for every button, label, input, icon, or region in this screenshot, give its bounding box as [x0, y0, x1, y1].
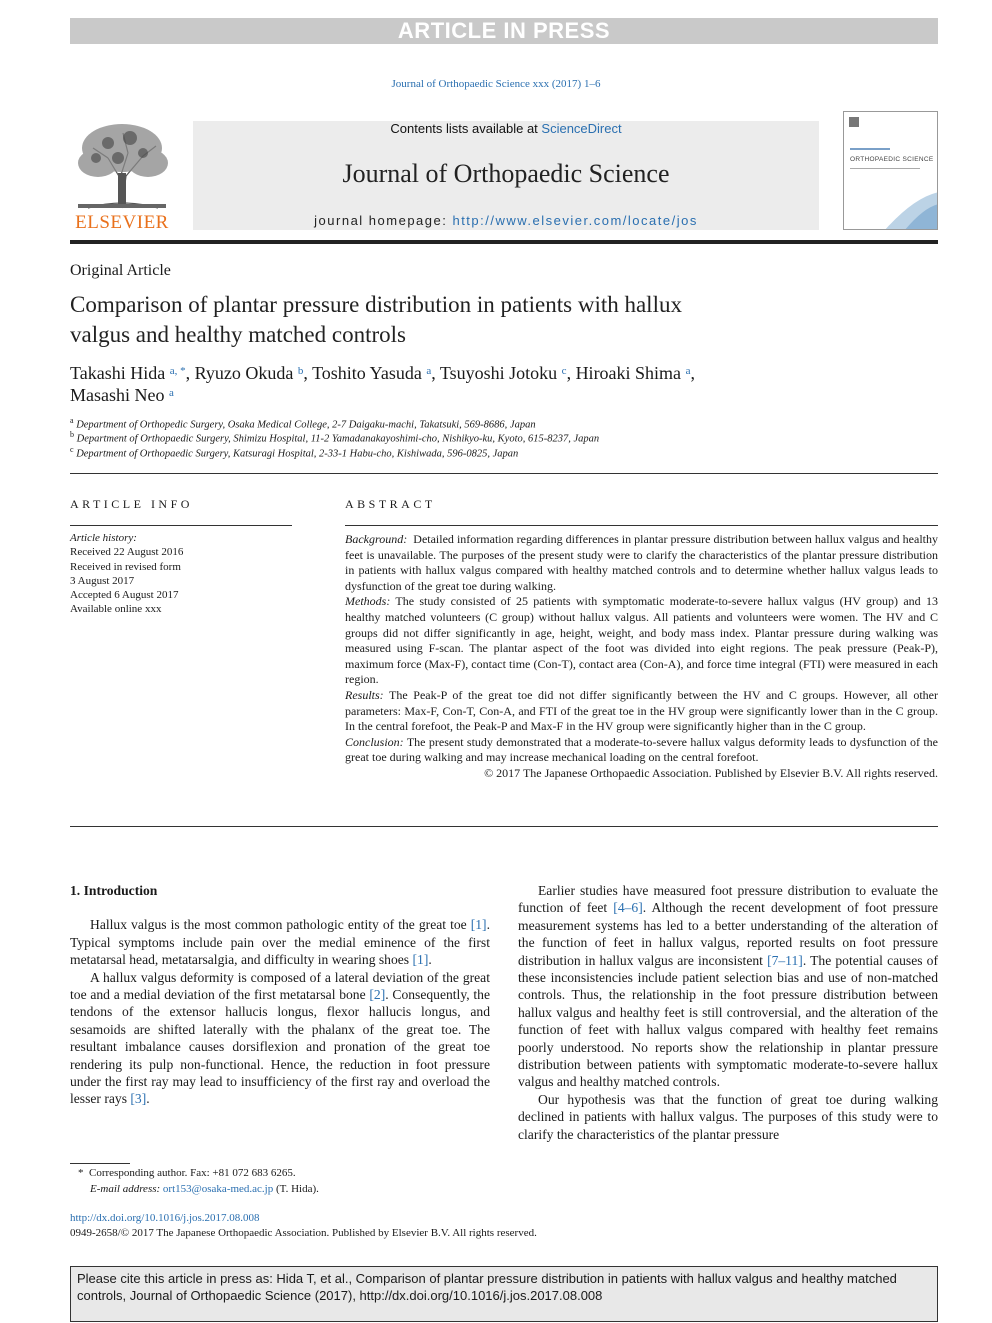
abstract-rule: [345, 525, 938, 526]
article-info-rule: [70, 525, 292, 526]
reference-link[interactable]: [1]: [412, 952, 429, 968]
reference-link[interactable]: [3]: [130, 1091, 147, 1107]
body-column-right: [518, 882, 938, 1143]
author[interactable]: Hiroaki Shima: [575, 363, 682, 383]
history-line: Received 22 August 2016: [70, 546, 184, 559]
title-line-1: Comparison of plantar pressure distribution in patients with hallux: [70, 292, 682, 317]
intro-paragraph: Our hypothesis was that the function of great toe during walking declined in patients with hallux valgus. The purposes of this study were to clarify the characteristics of the plantar pressure: [518, 1091, 938, 1142]
abstract-copyright: © 2017 The Japanese Orthopaedic Association. Published by Elsevier B.V. All rights reserved.: [484, 765, 938, 780]
intro-paragraph: A hallux valgus deformity is composed of a lateral deviation of the great toe and a medial deviation of the first metatarsal bone [2]. Consequently, the tendons of the extensor hallucis longus, flexor hallucis longus, and sesamoids are shifted laterally with the phalanx of the great toe. The resultant imbalance causes dorsiflexion and pronation of the great toe rendering its pulp non-functional. Hence, the reduction in foot pressure under the first ray may lead to insufficiency of the first ray and overload the lesser rays [3].: [70, 969, 490, 1107]
reference-link[interactable]: [2]: [369, 987, 386, 1003]
title-line-2: valgus and healthy matched controls: [70, 322, 406, 347]
author[interactable]: Takashi Hida: [70, 363, 166, 383]
affiliation: $^b$ Department of Orthopaedic Surgery, Shimizu Hospital, 11-2 Yamadanakayoshimi-cho, Nishikyo-ku, Kyoto, 615-8237, Japan: [70, 430, 600, 445]
affiliation: $^a$ Department of Orthopedic Surgery, Osaka Medical College, 2-7 Daigaku-machi, Takatsuki, 569-8686, Japan: [70, 416, 536, 431]
abstract-conclusion: Conclusion: The present study demonstrated that a moderate-to-severe hallux valgus deformity leads to dysfunction of the great toe during walking and may increase mechanical loading on the central forefoot.: [345, 734, 938, 765]
author-affiliation-ref[interactable]: a: [685, 365, 691, 377]
homepage-line: journal homepage: http://www.elsevier.com/locate/jos: [314, 213, 698, 228]
email-link[interactable]: ort153@osaka-med.ac.jp: [162, 1182, 274, 1195]
author-affiliation-ref[interactable]: a: [168, 387, 174, 399]
cover-title: ORTHOPAEDIC SCIENCE: [850, 156, 934, 163]
history-label: Article history:: [70, 532, 137, 544]
author[interactable]: Masashi Neo: [70, 385, 165, 405]
reference-link[interactable]: [1]: [470, 917, 487, 933]
article-info-heading: ARTICLE INFO: [70, 497, 193, 511]
author[interactable]: Toshito Yasuda: [312, 363, 422, 383]
body-column-left: [70, 882, 490, 1108]
author-affiliation-ref[interactable]: a, *: [169, 365, 186, 377]
article-in-press-banner: ARTICLE IN PRESS: [70, 18, 938, 44]
affiliation: $^c$ Department of Orthopaedic Surgery, Katsuragi Hospital, 2-33-1 Habu-cho, Kishiwada, 596-0825, Japan: [70, 445, 519, 460]
author-affiliation-ref[interactable]: c: [561, 365, 567, 377]
abstract-methods: Methods: The study consisted of 25 patients with symptomatic moderate-to-severe hallux valgus (HV group) and 13 healthy matched volunteers (C group) without hallux valgus. All patients and volunteers were women. The HV and C groups did not differ significantly in age, height, weight, and body mass index. Plantar pressure during walking was measured using F-scan. The plantar aspect of the foot was divided into eight regions. The peak pressure (Peak-P), maximum force (Max-F), contact time (Con-T), contact area (Con-A), and force time integral (FTI) were measured in each region.: [345, 594, 938, 687]
header-rule: [70, 240, 938, 244]
abstract-results: Results: The Peak-P of the great toe did not differ significantly between the HV and C groups. However, all other parameters: Max-F, Con-T, Con-A, and FTI of the great toe in the HV group were significantly lower than in the C group. In the central forefoot, the Peak-P and Max-F in the HV group were significantly higher than in the C group.: [345, 687, 938, 734]
section-divider: [70, 826, 938, 827]
contents-line: Contents lists available at ScienceDirect: [390, 121, 622, 136]
abstract-heading: ABSTRACT: [345, 497, 436, 511]
article-type: Original Article: [70, 262, 171, 279]
footnote-rule: [70, 1163, 130, 1164]
section-divider: [70, 473, 938, 474]
intro-paragraph: Earlier studies have measured foot pressure distribution to evaluate the function of feet [4–6]. Although the recent development of foot pressure measurement systems has led to a better understanding of the alteration of the function of feet in hallux valgus, reported results on foot pressure distribution in hallux valgus are inconsistent [7–11]. The potential causes of these inconsistencies include patient selection bias and use of non-matched controls. Thus, the relationship in the foot pressure distribution between hallux valgus and healthy feet is still controversial, and the alteration of the function of feet with hallux valgus compared with healthy feet remains poorly understood. No reports show the relationship in plantar pressure distribution between patients with symptomatic moderate-to-severe hallux valgus and healthy matched controls.: [518, 883, 938, 1090]
issn-line: 0949-2658/© 2017 The Japanese Orthopaedic Association. Published by Elsevier B.V. All rights reserved.: [70, 1227, 537, 1239]
introduction-heading: 1. Introduction: [70, 883, 158, 898]
journal-cover-thumbnail[interactable]: [843, 111, 938, 230]
author[interactable]: Ryuzo Okuda: [194, 363, 294, 383]
history-line: Available online xxx: [70, 603, 162, 616]
history-line: 3 August 2017: [70, 574, 135, 587]
sciencedirect-link[interactable]: ScienceDirect: [541, 121, 622, 136]
cite-this-article-box: Please cite this article in press as: Hida T, et al., Comparison of plantar pressure distribution in patients with hallux valgus and healthy matched controls, Journal of Orthopaedic Science (2017), http://dx.doi.org/10.1016/j.jos.2017.08.008: [70, 1266, 938, 1322]
author-affiliation-ref[interactable]: b: [297, 365, 304, 377]
intro-paragraph: Hallux valgus is the most common pathologic entity of the great toe [1]. Typical symptoms include pain over the medial eminence of the first metatarsal head, metatarsalgia, and difficulty in wearing shoes [1].: [70, 917, 490, 968]
journal-header: [193, 121, 819, 230]
cover-art: [844, 112, 938, 230]
history-line: Received in revised form: [70, 560, 181, 573]
reference-link[interactable]: [7–11]: [767, 952, 803, 968]
author-affiliation-ref[interactable]: a: [426, 365, 432, 377]
article-title: [70, 290, 930, 350]
elsevier-logo-text: ELSEVIER: [75, 212, 169, 233]
doi-link[interactable]: http://dx.doi.org/10.1016/j.jos.2017.08.008: [70, 1212, 260, 1224]
reference-link[interactable]: [4–6]: [613, 900, 643, 916]
corresponding-author-footnote: * Corresponding author. Fax: +81 072 683 6265. E-mail address: ort153@osaka-med.ac.jp (T. Hida).: [78, 1167, 319, 1195]
author[interactable]: Tsuyoshi Jotoku: [439, 363, 558, 383]
journal-homepage-link[interactable]: http://www.elsevier.com/locate/jos: [452, 213, 698, 228]
journal-name: Journal of Orthopaedic Science: [342, 159, 670, 188]
history-line: Accepted 6 August 2017: [70, 589, 179, 602]
article-history: [70, 531, 183, 617]
journal-citation-link[interactable]: Journal of Orthopaedic Science xxx (2017) 1–6: [391, 78, 601, 90]
abstract-background: Background: Detailed information regarding differences in plantar pressure distribution between hallux valgus and healthy feet is unavailable. The purposes of the present study were to clarify the characteristics of the plantar pressure distribution in patients with hallux valgus compared with healthy matched controls and to determine whether hallux valgus leads to dysfunction of the great toe during walking.: [345, 532, 939, 593]
author-list: Takashi Hida $^{a, *}$, Ryuzo Okuda $^b$, Toshito Yasuda $^a$, Tsuyoshi Jotoku $^c$, Hiroaki Shima $^a$, Masashi Neo $^a$: [70, 363, 695, 405]
abstract-body: [345, 532, 938, 782]
